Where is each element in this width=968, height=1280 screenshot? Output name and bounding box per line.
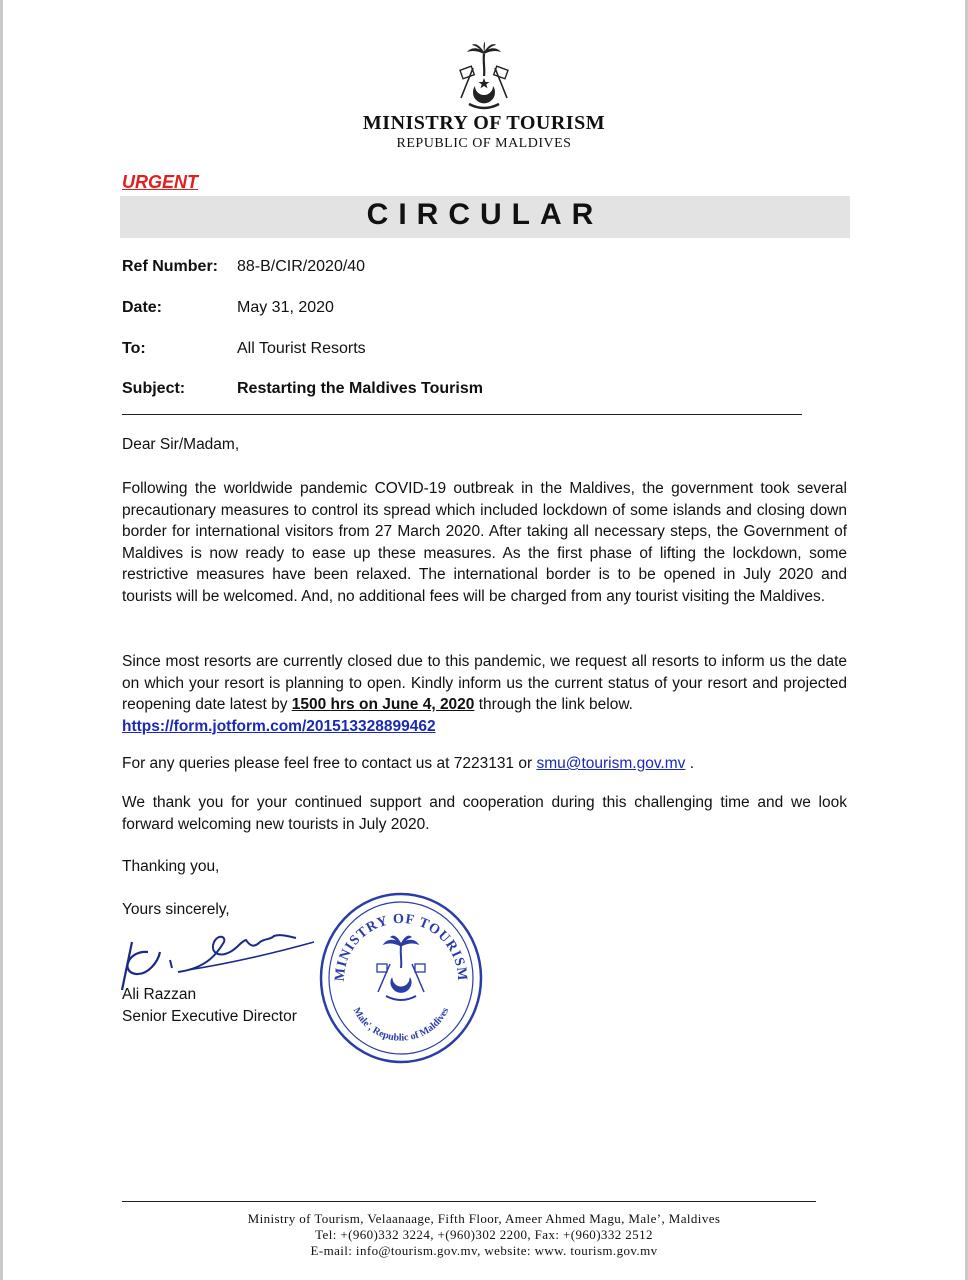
footer-phone: Tel: +(960)332 3224, +(960)302 2200, Fax: +(960)332 2512 [315, 1227, 653, 1242]
to-label: To: [122, 340, 146, 357]
date-value: May 31, 2020 [237, 299, 334, 316]
subject-value: Restarting the Maldives Tourism [237, 380, 483, 397]
footer-address: Ministry of Tourism, Velaanaage, Fifth Floor, Ameer Ahmed Magu, Male’, Maldives [247, 1211, 721, 1226]
urgent-label: URGENT [122, 172, 198, 192]
paragraph-3-text-a: For any queries please feel free to contact us at 7223131 or [122, 755, 537, 772]
paragraph-2-text-a: Since most resorts are currently closed due to this pandemic, we request all resorts to inform us the date on which your resort is planning to open. Kindly inform us the current status of your resort and projected reopening date latest by [122, 653, 847, 713]
signer-title: Senior Executive Director [122, 1008, 297, 1025]
page-edge-left [0, 0, 3, 1280]
paragraph-3-text-b: . [685, 755, 695, 772]
republic-subtitle: REPUBLIC OF MALDIVES [396, 136, 572, 151]
maldives-emblem-icon [453, 42, 515, 114]
header-divider [122, 414, 802, 415]
paragraph-3 [122, 753, 847, 775]
paragraph-4: We thank you for your continued support and cooperation during this challenging time and we look forward welcoming new tourists in July 2020. [122, 794, 847, 833]
footer-contact: E-mail: info@tourism.gov.mv, website: www. tourism.gov.mv [310, 1243, 658, 1258]
email-link[interactable]: smu@tourism.gov.mv [536, 755, 686, 772]
footer-divider [122, 1201, 816, 1202]
ministry-stamp [316, 888, 486, 1066]
paragraph-1: Following the worldwide pandemic COVID-19 outbreak in the Maldives, the government took several precautionary measures to control its spread which included lockdown of some islands and closing down border for international visitors from 27 March 2020. After taking all necessary steps, the Government of Maldives is now ready to ease up these measures. As the first phase of lifting the lockdown, some restrictive measures have been relaxed. The international border is to be opened in July 2020 and tourists will be welcomed. And, no additional fees will be charged from any tourist visiting the Maldives. [122, 480, 847, 605]
date-label: Date: [122, 299, 163, 316]
ministry-title: MINISTRY OF TOURISM [362, 112, 606, 134]
closing-line: Yours sincerely, [122, 901, 230, 918]
salutation: Dear Sir/Madam, [122, 436, 240, 453]
stamp-top-text: MINISTRY OF TOURISM [332, 911, 470, 983]
ref-label: Ref Number: [122, 258, 219, 275]
ref-value: 88-B/CIR/2020/40 [237, 258, 366, 275]
paragraph-2-text-b: through the link below. [474, 696, 633, 713]
circular-title: CIRCULAR [366, 198, 604, 231]
signer-name: Ali Razzan [122, 986, 197, 1003]
stamp-bottom-text: Male', Republic of Maldives [350, 1005, 452, 1044]
subject-label: Subject: [122, 380, 186, 397]
deadline-text: 1500 hrs on June 4, 2020 [291, 696, 475, 713]
paragraph-2 [122, 651, 847, 737]
form-link[interactable]: https://form.jotform.com/201513328899462 [122, 717, 436, 735]
signature-image [118, 912, 318, 992]
svg-text:Male', Republic of Maldives [351, 1006, 452, 1044]
thanks-line: Thanking you, [122, 858, 220, 875]
to-value: All Tourist Resorts [237, 340, 366, 357]
